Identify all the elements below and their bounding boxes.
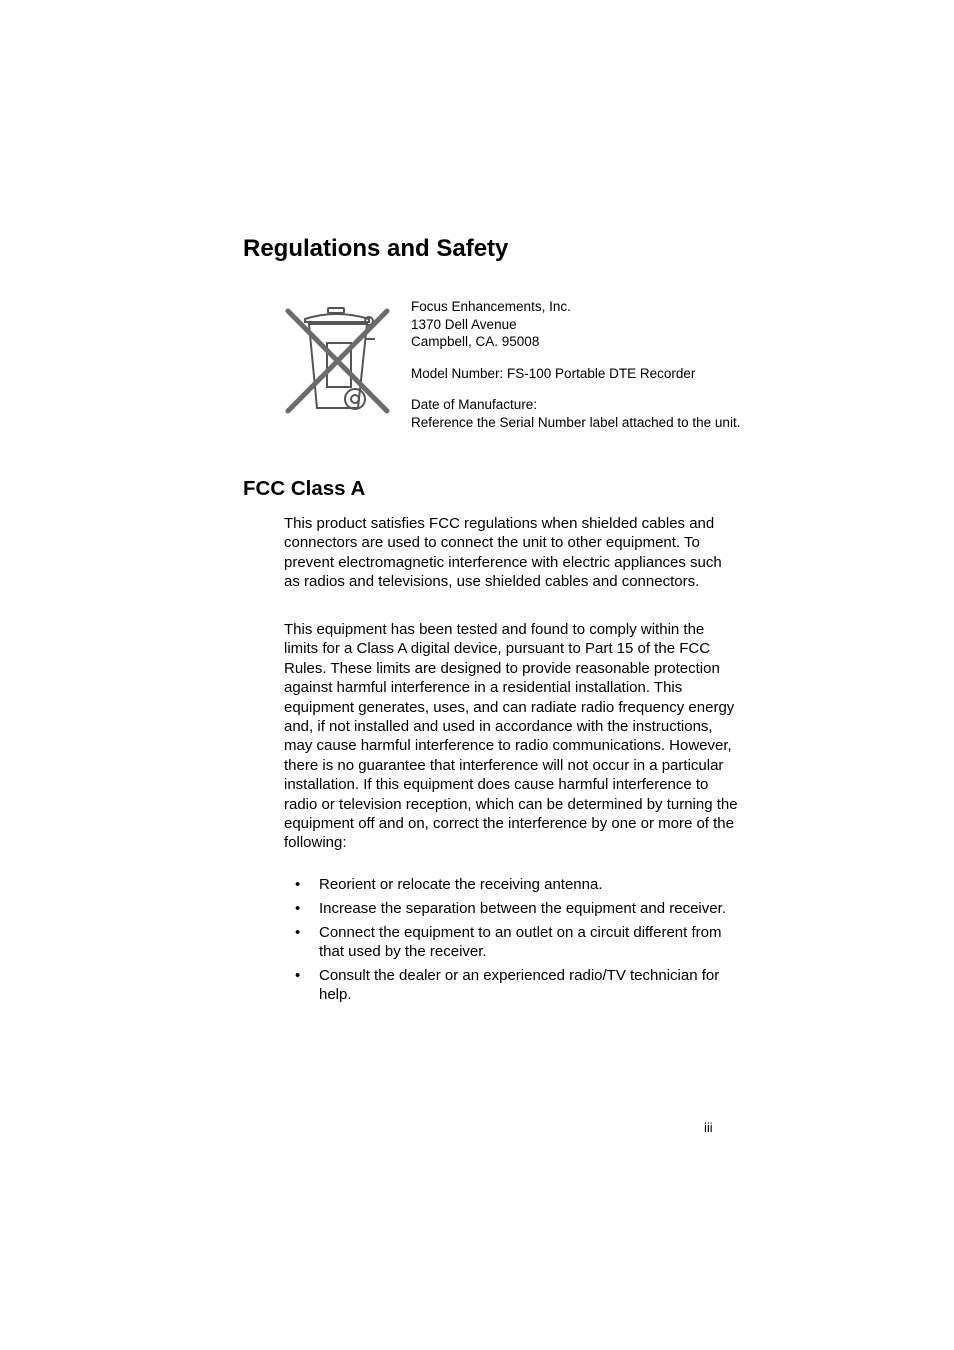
- list-item: [284, 923, 744, 962]
- list-item-text: Increase the separation between the equipment and receiver.: [319, 899, 726, 917]
- bullet-mark: •: [295, 966, 301, 984]
- bullet-mark: •: [295, 899, 301, 917]
- list-item: [284, 966, 744, 1005]
- manufacturer-info: [411, 298, 741, 431]
- section-heading-fcc: FCC Class A: [243, 477, 366, 500]
- model-number: Model Number: FS-100 Portable DTE Recorder: [411, 365, 696, 381]
- list-item: [284, 899, 744, 918]
- date-of-manufacture-note: Reference the Serial Number label attached to the unit.: [411, 414, 741, 430]
- list-item-text: Reorient or relocate the receiving antenna.: [319, 876, 603, 893]
- page-title: Regulations and Safety: [243, 235, 509, 262]
- remedy-list: [284, 875, 744, 1009]
- fcc-paragraph-1: This product satisfies FCC regulations when shielded cables and connectors are used to connect the unit to other equipment. To prevent electromagnetic interference with electric appliances such as radios and televisions, use shielded cables and connectors.: [284, 515, 722, 591]
- crossed-out-wheelie-bin-icon: [283, 305, 393, 417]
- city-address: Campbell, CA. 95008: [411, 334, 540, 349]
- page-number: iii: [704, 1120, 713, 1135]
- bullet-mark: •: [295, 876, 301, 893]
- street-address: 1370 Dell Avenue: [411, 316, 517, 332]
- fcc-paragraph-2: This equipment has been tested and found to comply within the limits for a Class A digital device, pursuant to Part 15 of the FCC Rules. These limits are designed to provide reasonable protection against harmful interference in a residential installation. This equipment generates, uses, and can radiate radio frequency energy and, if not installed and used in accordance with the instructions, may cause harmful interference to radio communications. However, there is no guarantee that interference will not occur in a particular installation. If this equipment does cause harmful interference to radio or television reception, which can be determined by turning the equipment off and on, correct the interference by one or more of the following:: [284, 621, 738, 852]
- company-name: Focus Enhancements, Inc.: [411, 299, 571, 314]
- bullet-mark: •: [295, 923, 301, 941]
- date-of-manufacture-label: Date of Manufacture:: [411, 397, 538, 412]
- list-item-text: Connect the equipment to an outlet on a circuit different from that used by the receiver.: [319, 923, 722, 960]
- list-item: [284, 875, 744, 894]
- list-item-text: Consult the dealer or an experienced radio/TV technician for help.: [319, 966, 720, 1004]
